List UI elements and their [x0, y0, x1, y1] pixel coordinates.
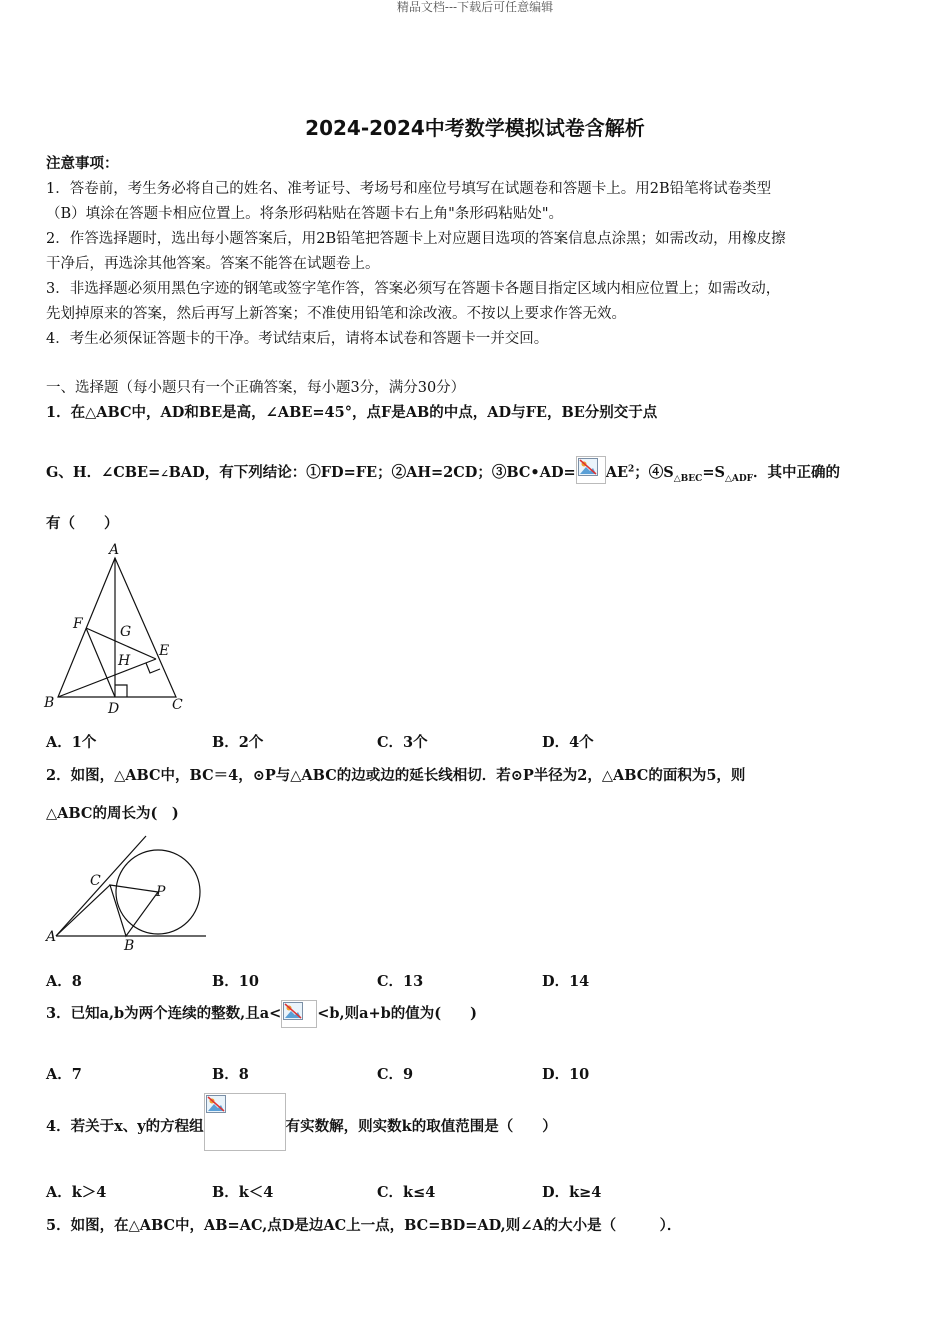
q1-text: ；④S — [634, 464, 674, 482]
q1-option-b[interactable]: B．2个 — [212, 734, 264, 751]
notice-line: 4．考生必须保证答题卡的干净。考试结束后，请将本试卷和答题卡一并交回。 — [46, 331, 549, 347]
fig-label: H — [118, 653, 131, 669]
q1-line3: 有（ ） — [46, 515, 119, 532]
q1-option-a[interactable]: A．1个 — [46, 734, 97, 751]
q4-line — [46, 1093, 557, 1151]
right-angle-mark-e — [146, 663, 160, 673]
q2-line2: △ABC的周长为( ) — [46, 805, 179, 822]
notice-line: 1．答卷前，考生务必将自己的姓名、准考证号、考场号和座位号填写在试题卷和答题卡上。用2B铅笔将试卷类型 — [46, 181, 772, 197]
q3-text: <b,则a+b的值为( ) — [317, 1005, 478, 1022]
broken-image-icon — [204, 1093, 286, 1151]
fig-label: P — [156, 884, 166, 900]
q1-option-c[interactable]: C．3个 — [377, 734, 428, 751]
q2-option-b[interactable]: B．10 — [212, 973, 259, 990]
fig-label: C — [90, 873, 101, 889]
q1-line1: 1．在△ABC中，AD和BE是高，∠ABE=45°，点F是AB的中点，AD与FE，BE分别交于点 — [46, 404, 658, 421]
q4-text: 有实数解，则实数k的取值范围是（ ） — [285, 1118, 557, 1135]
fig-label: A — [109, 542, 120, 558]
q2-figure — [40, 830, 215, 955]
q4-option-b[interactable]: B．k＜4 — [212, 1184, 274, 1201]
q3-option-b[interactable]: B．8 — [212, 1066, 249, 1083]
fig-label: G — [120, 624, 132, 640]
side-ac-extended — [56, 836, 146, 936]
q4-option-c[interactable]: C．k≤4 — [377, 1184, 436, 1201]
q3-text: 3．已知a,b为两个连续的整数,且a< — [46, 1005, 282, 1022]
section-heading: 一、选择题（每小题只有一个正确答案，每小题3分，满分30分） — [46, 380, 466, 396]
broken-image-icon — [576, 456, 606, 484]
q3-option-d[interactable]: D．10 — [542, 1066, 590, 1083]
broken-image-icon — [281, 1000, 317, 1028]
subscript: △BEC — [673, 474, 703, 484]
q3-option-c[interactable]: C．9 — [377, 1066, 414, 1083]
fig-label: F — [73, 616, 83, 632]
page-title: 2024-2024中考数学模拟试卷含解析 — [305, 116, 645, 140]
notice-line: 3．非选择题必须用黑色字迹的钢笔或签字笔作答，答案必须写在答题卡各题目指定区域内相应位置上；如需改动， — [46, 281, 781, 297]
fig-label: E — [159, 643, 170, 659]
q3-option-a[interactable]: A．7 — [46, 1066, 82, 1083]
subscript: △ADF — [724, 474, 754, 484]
q3-line — [46, 1000, 477, 1028]
angle-symbol: ∠ — [160, 469, 169, 481]
q1-text: ．其中正确的 — [753, 464, 841, 482]
q1-text: BAD，有下列结论：①FD=FE；②AH=2CD；③BC•AD= — [168, 464, 576, 482]
fig-label: C — [172, 697, 183, 713]
notice-line: 先划掉原来的答案，然后再写上新答案；不准使用铅笔和涂改液。不按以上要求作答无效。 — [46, 306, 626, 322]
q2-option-d[interactable]: D．14 — [542, 973, 590, 990]
right-angle-mark-d — [115, 685, 127, 697]
q2-option-a[interactable]: A．8 — [46, 973, 82, 990]
q1-text: AE — [605, 464, 628, 482]
fig-label: D — [108, 701, 120, 717]
notice-heading: 注意事项： — [46, 155, 119, 172]
fig-label: B — [44, 695, 55, 711]
q1-line2 — [46, 456, 840, 484]
q5-line1: 5．如图，在△ABC中，AB=AC,点D是边AC上一点，BC=BD=AD,则∠A的大小是（ ）． — [46, 1217, 682, 1234]
q4-option-a[interactable]: A．k＞4 — [46, 1184, 107, 1201]
notice-line: 2．作答选择题时，选出每小题答案后，用2B铅笔把答题卡上对应题目选项的答案信息点涂黑；如需改动，用橡皮擦 — [46, 231, 786, 247]
q1-text: G、H．∠CBE= — [46, 464, 161, 482]
page-header: 精品文档---下载后可任意编辑 — [396, 0, 554, 14]
q4-option-d[interactable]: D．k≥4 — [542, 1184, 602, 1201]
q2-line1: 2．如图，△ABC中，BC＝4，⊙P与△ABC的边或边的延长线相切．若⊙P半径为2，△ABC的面积为5，则 — [46, 767, 746, 784]
q1-figure — [40, 540, 200, 720]
notice-line: （B）填涂在答题卡相应位置上。将条形码粘贴在答题卡右上角"条形码粘贴处"。 — [46, 206, 563, 222]
superscript: 2 — [628, 464, 635, 475]
notice-line: 干净后，再选涂其他答案。答案不能答在试题卷上。 — [46, 256, 380, 272]
fig-label: B — [124, 938, 135, 954]
q2-option-c[interactable]: C．13 — [377, 973, 424, 990]
q1-option-d[interactable]: D．4个 — [542, 734, 594, 751]
q1-text: =S — [702, 464, 725, 482]
fig-label: A — [46, 929, 57, 945]
triangle-cbp — [110, 885, 158, 936]
q4-text: 4．若关于x、y的方程组 — [46, 1118, 204, 1135]
